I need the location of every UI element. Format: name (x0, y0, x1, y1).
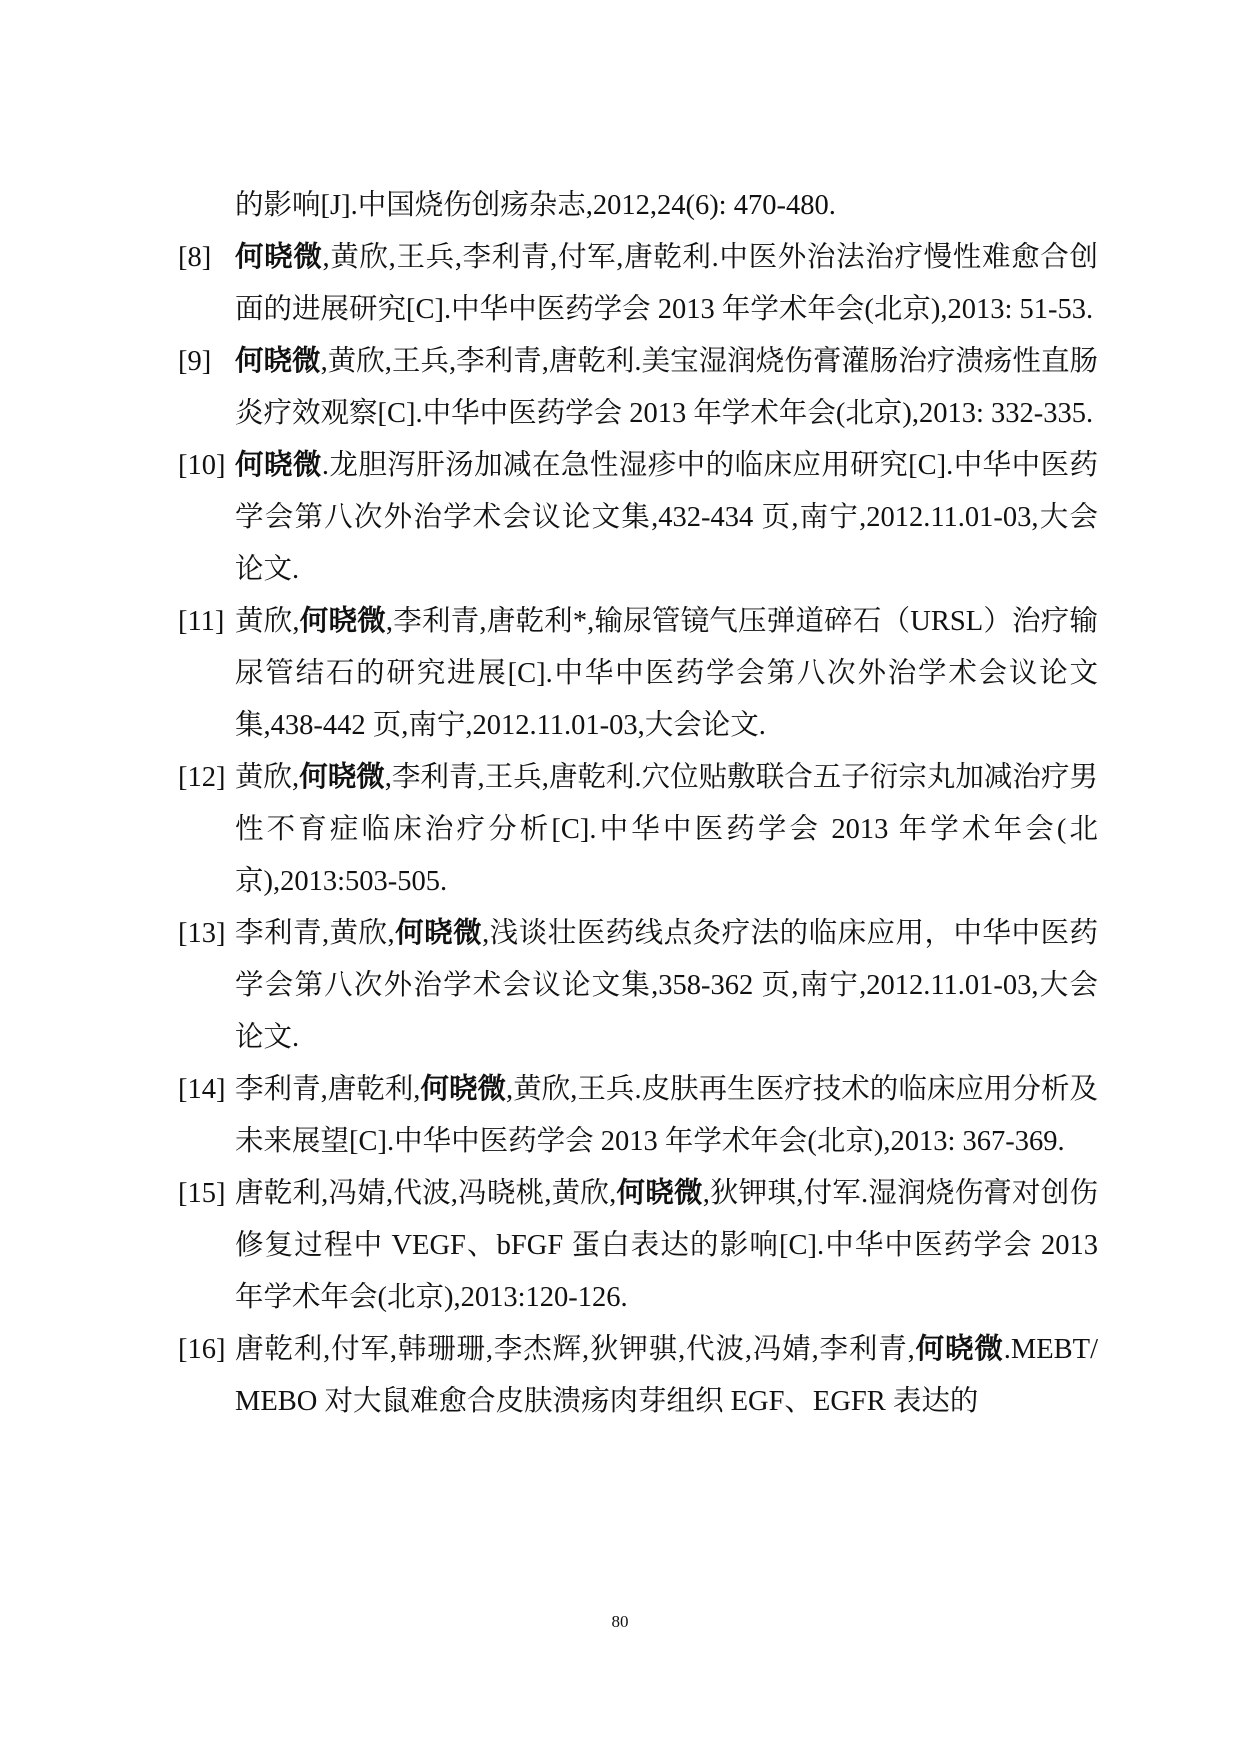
reference-item (178, 1168, 1098, 1324)
reference-text-segment: ,黄欣,王兵,李利青,付军,唐乾利.中医外治法治疗慢性难愈合创面的进展研究[C].中华中医药学会 2013 年学术年会(北京),2013: 51-53. (235, 242, 1098, 325)
reference-number: [15] (178, 1178, 226, 1209)
reference-item (178, 1064, 1098, 1168)
reference-item (178, 596, 1098, 752)
reference-text (235, 606, 1098, 741)
reference-number: [8] (178, 242, 212, 273)
reference-text-segment: ,黄欣,王兵.皮肤再生医疗技术的临床应用分析及未来展望[C].中华中医药学会 2013 年学术年会(北京),2013: 367-369. (235, 1074, 1098, 1157)
reference-text-segment: ,李利青,王兵,唐乾利.穴位贴敷联合五子衍宗丸加减治疗男性不育症临床治疗分析[C].中华中医药学会 2013 年学术年会(北京),2013:503-505. (235, 762, 1098, 897)
page-number: 80 (611, 1612, 629, 1631)
reference-item (178, 440, 1098, 596)
reference-text-segment: 李利青,黄欣, (235, 918, 395, 949)
reference-list (178, 180, 1098, 1428)
highlighted-author: 何晓微 (235, 450, 322, 481)
highlighted-author: 何晓微 (235, 242, 323, 273)
reference-item (178, 908, 1098, 1064)
reference-text-segment: 黄欣, (235, 606, 300, 637)
reference-item (178, 232, 1098, 336)
reference-number: [11] (178, 606, 225, 637)
reference-number: [14] (178, 1074, 226, 1105)
highlighted-author: 何晓微 (299, 606, 386, 637)
reference-number: [12] (178, 762, 226, 793)
reference-text (235, 450, 1098, 585)
reference-number: [16] (178, 1334, 226, 1365)
highlighted-author: 何晓微 (420, 1074, 507, 1105)
reference-text (235, 918, 1098, 1053)
reference-text (235, 1334, 1098, 1417)
reference-text-segment: 唐乾利,付军,韩珊珊,李杰辉,狄钾骐,代波,冯婧,李利青, (235, 1334, 915, 1365)
reference-text (235, 346, 1098, 429)
reference-text-segment: 黄欣, (235, 762, 300, 793)
reference-item (178, 180, 1098, 232)
highlighted-author: 何晓微 (914, 1334, 1004, 1365)
reference-number: [9] (178, 346, 212, 377)
reference-text-segment: 李利青,唐乾利, (235, 1074, 421, 1105)
reference-text (235, 1178, 1098, 1313)
highlighted-author: 何晓微 (299, 762, 385, 793)
reference-text-segment: .MEBT/ MEBO 对大鼠难愈合皮肤溃疡肉芽组织 EGF、EGFR 表达的 (235, 1334, 1098, 1417)
reference-number: [10] (178, 450, 226, 481)
reference-text-segment: .龙胆泻肝汤加减在急性湿疹中的临床应用研究[C].中华中医药学会第八次外治学术会议论文集,432-434 页,南宁,2012.11.01-03,大会论文. (235, 450, 1098, 585)
reference-text-segment: ,狄钾琪,付军.湿润烧伤膏对创伤修复过程中 VEGF、bFGF 蛋白表达的影响[C].中华中医药学会 2013 年学术年会(北京),2013:120-126. (235, 1178, 1098, 1313)
reference-number: [13] (178, 918, 226, 949)
reference-item (178, 752, 1098, 908)
reference-item (178, 1324, 1098, 1428)
reference-text (235, 242, 1098, 325)
reference-text-segment: 唐乾利,冯婧,代波,冯晓桃,黄欣, (235, 1178, 617, 1209)
reference-text-segment: ,黄欣,王兵,李利青,唐乾利.美宝湿润烧伤膏灌肠治疗溃疡性直肠炎疗效观察[C].中华中医药学会 2013 年学术年会(北京),2013: 332-335. (235, 346, 1098, 429)
reference-text-segment: ,浅谈壮医药线点灸疗法的临床应用，中华中医药学会第八次外治学术会议论文集,358-362 页,南宁,2012.11.01-03,大会论文. (235, 918, 1098, 1053)
reference-text (235, 1074, 1098, 1157)
reference-item (178, 336, 1098, 440)
reference-text-segment: 的影响[J].中国烧伤创疡杂志,2012,24(6): 470-480. (235, 190, 836, 221)
reference-text (235, 762, 1098, 897)
highlighted-author: 何晓微 (616, 1178, 703, 1209)
reference-text-segment: ,李利青,唐乾利*,输尿管镜气压弹道碎石（URSL）治疗输尿管结石的研究进展[C].中华中医药学会第八次外治学术会议论文集,438-442 页,南宁,2012.11.01-03,大会论文. (235, 606, 1098, 741)
highlighted-author: 何晓微 (394, 918, 483, 949)
highlighted-author: 何晓微 (235, 346, 321, 377)
reference-text (235, 190, 836, 221)
